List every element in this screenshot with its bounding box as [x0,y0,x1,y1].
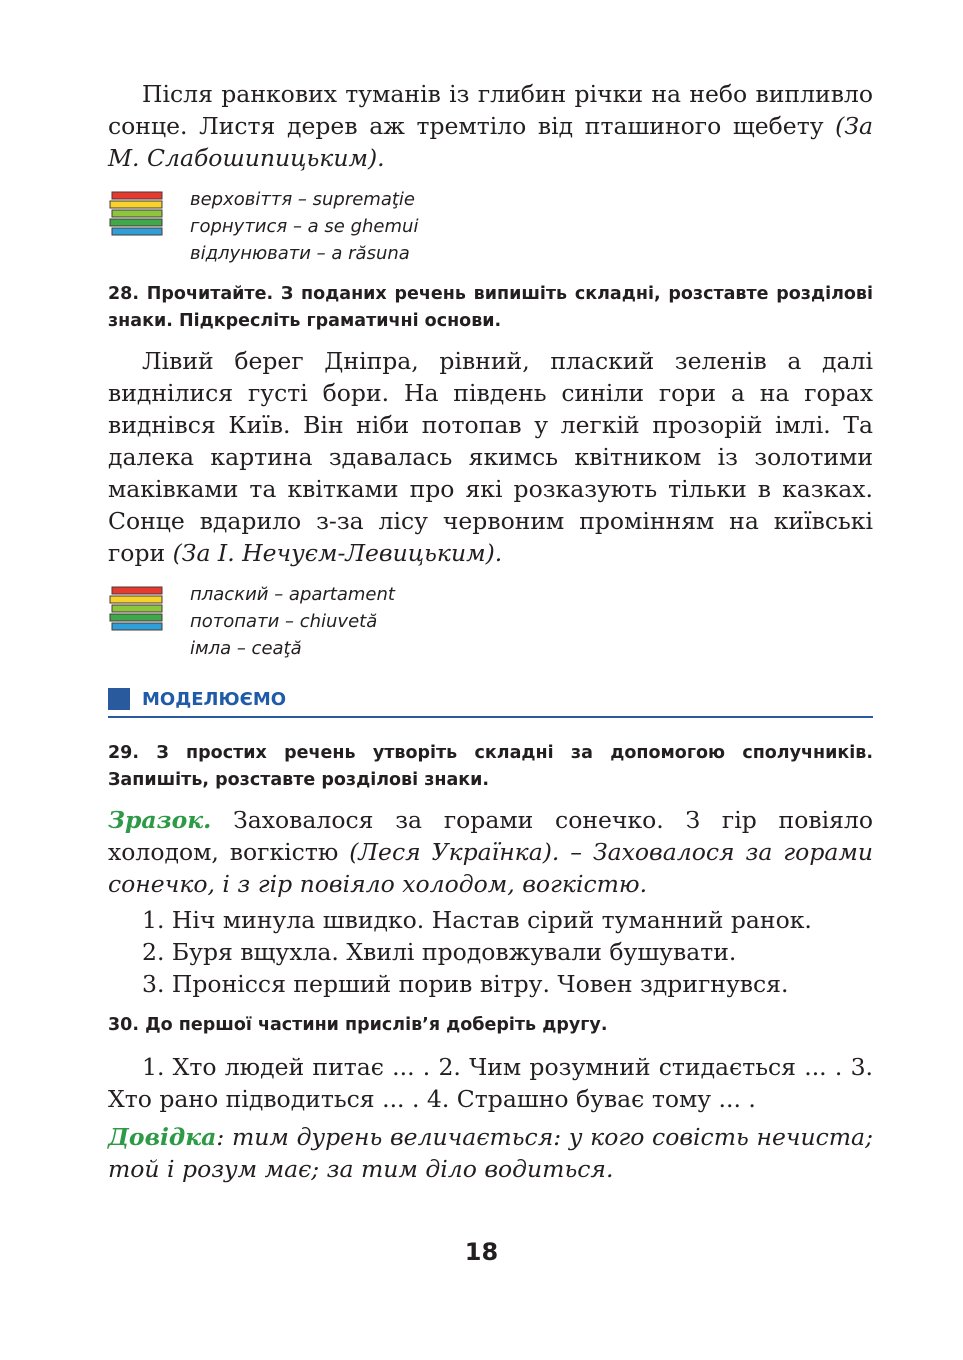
list-item: 2. Буря вщухла. Хвилі продовжували бушувати. [142,938,737,966]
task-28-text [108,345,873,569]
section-header [108,688,873,718]
books-icon [108,585,166,635]
task-28-instruction: 28. Прочитайте. З поданих речень випишіть складні, розставте розділові знаки. Підкресліть граматичні основи. [108,284,873,331]
intro-source: (За М. Слабошипицьким). [108,112,873,172]
task-29-items [108,904,873,1000]
hint-label: Довідка [108,1123,217,1151]
example-label: Зразок. [108,806,212,834]
page-content [108,78,873,1185]
vocab-item: відлунювати – a răsuna [190,243,410,264]
task-30-text: 1. Хто людей питає ... . 2. Чим розумний стидається ... . 3. Хто рано підводиться ... . 4. Страшно буває тому ... . [108,1053,873,1113]
task-30-hint [108,1121,873,1185]
vocab-item: плаский – apartament [190,584,395,605]
books-icon [108,190,166,240]
vocabulary-block-2 [108,581,873,662]
task-29-instruction: 29. З простих речень утворіть складні за допомогою сполучників. Запишіть, розставте розділові знаки. [108,743,873,790]
vocabulary-list-1 [190,186,418,267]
vocabulary-block-1 [108,186,873,267]
intro-paragraph [108,78,873,174]
vocab-item: імла – ceaţă [190,638,302,659]
intro-text: Після ранкових туманів із глибин річки на небо випливло сонце. Листя дерев аж тремтіло від пташиного щебету [108,80,873,140]
task-29-example [108,804,873,900]
section-title: МОДЕЛЮЄМО [142,688,287,710]
task-28-body: Лівий берег Дніпра, рівний, плаский зеленів а далі виднілися густі бори. На південь синіли гори а на горах виднівся Київ. Він ніби потопав у легкій прозорій імлі. Та далека картина здавалась якимсь квітником із золотими маківками та квітками про які розказують тільки в казках. Сонце вдарило з-за лісу червоним промінням на київські гори [108,347,873,567]
list-item: 3. Пронісся перший порив вітру. Човен здригнувся. [142,970,789,998]
vocab-item: горнутися – a se ghemui [190,216,419,237]
example-answer: (Леся Українка). – Заховалося за горами сонечко, і з гір повіяло холодом, вогкістю. [108,838,873,898]
vocab-item: верховіття – supremaţie [190,189,416,210]
page-number: 18 [464,1238,499,1266]
section-marker-icon [108,688,130,710]
list-item: 1. Ніч минула швидко. Настав сірий туманний ранок. [142,906,812,934]
vocabulary-list-2 [190,581,395,662]
task-28-source: (За І. Нечуєм-Левицьким). [172,539,503,567]
vocab-item: потопати – chiuvetă [190,611,378,632]
task-30-instruction: 30. До першої частини прислів’я доберіть другу. [108,1015,608,1035]
example-text: Заховалося за горами сонечко. З гір повіяло холодом, вогкістю [108,806,873,866]
hint-text: : тим дурень величається: у кого совість нечиста; той і розум має; за тим діло водиться. [108,1123,873,1183]
